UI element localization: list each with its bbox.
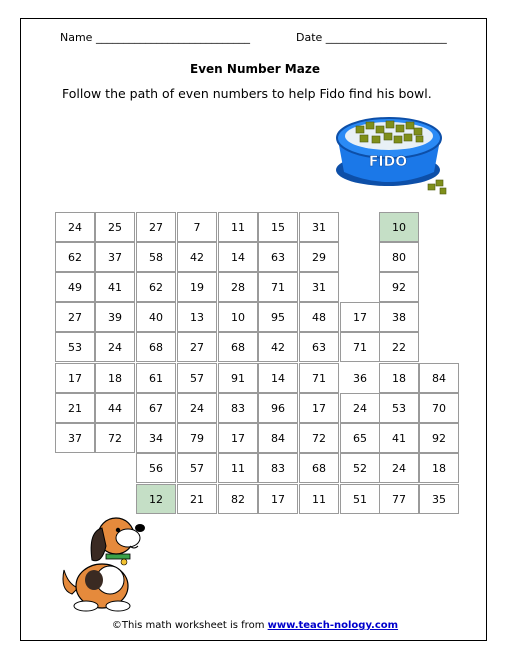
maze-cell: 37 [95, 242, 135, 272]
maze-cell: 22 [379, 332, 419, 362]
maze-cell: 37 [55, 423, 95, 453]
dog-image [58, 510, 150, 612]
maze-cell: 57 [177, 453, 217, 483]
maze-cell: 17 [55, 363, 95, 393]
maze-cell: 17 [218, 423, 258, 453]
maze-cell: 27 [136, 212, 176, 242]
maze-cell: 71 [299, 363, 339, 393]
maze-cell: 14 [218, 242, 258, 272]
maze-cell: 24 [95, 332, 135, 362]
maze-cell: 80 [379, 242, 419, 272]
maze-cell: 18 [95, 363, 135, 393]
maze-cell: 96 [258, 393, 298, 423]
maze-cell: 62 [55, 242, 95, 272]
maze-cell: 63 [258, 242, 298, 272]
maze-cell: 11 [218, 212, 258, 242]
maze-cell: 24 [340, 393, 380, 423]
maze-cell: 18 [419, 453, 459, 483]
maze-cell: 68 [136, 332, 176, 362]
maze-cell: 27 [177, 332, 217, 362]
maze-cell: 10 [379, 212, 419, 242]
maze-cell: 14 [258, 363, 298, 393]
maze-cell: 92 [379, 272, 419, 302]
maze-cell: 18 [379, 363, 419, 393]
maze-cell: 29 [299, 242, 339, 272]
maze-cell: 31 [299, 212, 339, 242]
maze-cell: 12 [136, 484, 176, 514]
maze-cell: 49 [55, 272, 95, 302]
maze-cell: 95 [258, 302, 298, 332]
maze-cell: 61 [136, 363, 176, 393]
maze-cell: 42 [177, 242, 217, 272]
maze-cell: 48 [299, 302, 339, 332]
maze-cell: 36 [340, 363, 380, 393]
maze-cell: 62 [136, 272, 176, 302]
footer [0, 620, 510, 631]
maze-cell: 71 [258, 272, 298, 302]
maze-cell: 68 [299, 453, 339, 483]
maze-cell: 25 [95, 212, 135, 242]
maze-cell: 38 [379, 302, 419, 332]
maze-cell: 19 [177, 272, 217, 302]
maze-cell: 77 [379, 484, 419, 514]
maze-cell: 11 [218, 453, 258, 483]
copyright-text: ©This math worksheet is from [111, 620, 268, 631]
maze-cell: 58 [136, 242, 176, 272]
maze-cell: 84 [419, 363, 459, 393]
page-title: Even Number Maze [190, 62, 320, 76]
maze-cell: 70 [419, 393, 459, 423]
maze-cell: 21 [177, 484, 217, 514]
maze-cell: 71 [340, 332, 380, 362]
maze-cell: 83 [258, 453, 298, 483]
maze-cell: 92 [419, 423, 459, 453]
maze-cell: 41 [379, 423, 419, 453]
maze-cell: 72 [95, 423, 135, 453]
name-field-label: Name ____________________________ [60, 31, 250, 44]
maze-cell: 57 [177, 363, 217, 393]
maze-cell: 31 [299, 272, 339, 302]
maze-cell: 7 [177, 212, 217, 242]
maze-cell: 67 [136, 393, 176, 423]
maze-cell: 53 [55, 332, 95, 362]
maze-cell: 35 [419, 484, 459, 514]
maze-cell: 17 [299, 393, 339, 423]
bowl-label: FIDO [368, 154, 408, 170]
maze-cell: 11 [299, 484, 339, 514]
maze-cell: 51 [340, 484, 380, 514]
maze-cell: 52 [340, 453, 380, 483]
maze-cell: 40 [136, 302, 176, 332]
maze-cell: 63 [299, 332, 339, 362]
maze-cell: 17 [258, 484, 298, 514]
maze-cell: 82 [218, 484, 258, 514]
maze-cell: 39 [95, 302, 135, 332]
maze-cell: 56 [136, 453, 176, 483]
maze-cell: 24 [177, 393, 217, 423]
maze-cell: 65 [340, 423, 380, 453]
maze-cell: 27 [55, 302, 95, 332]
maze-cell: 91 [218, 363, 258, 393]
maze-cell: 24 [55, 212, 95, 242]
maze-cell: 13 [177, 302, 217, 332]
date-field-label: Date ______________________ [296, 31, 447, 44]
maze-cell: 79 [177, 423, 217, 453]
maze-cell: 68 [218, 332, 258, 362]
maze-cell: 84 [258, 423, 298, 453]
maze-cell: 21 [55, 393, 95, 423]
maze-cell: 24 [379, 453, 419, 483]
instructions-text: Follow the path of even numbers to help Fido find his bowl. [62, 86, 432, 101]
maze-cell: 28 [218, 272, 258, 302]
dog-bowl-image [330, 108, 454, 200]
maze-cell: 34 [136, 423, 176, 453]
maze-cell: 53 [379, 393, 419, 423]
maze-cell: 83 [218, 393, 258, 423]
maze-cell: 41 [95, 272, 135, 302]
maze-cell: 44 [95, 393, 135, 423]
teach-nology-link[interactable]: www.teach-nology.com [267, 620, 399, 631]
maze-cell: 72 [299, 423, 339, 453]
maze-cell: 17 [340, 302, 380, 332]
maze-cell: 10 [218, 302, 258, 332]
maze-cell: 15 [258, 212, 298, 242]
maze-cell: 42 [258, 332, 298, 362]
